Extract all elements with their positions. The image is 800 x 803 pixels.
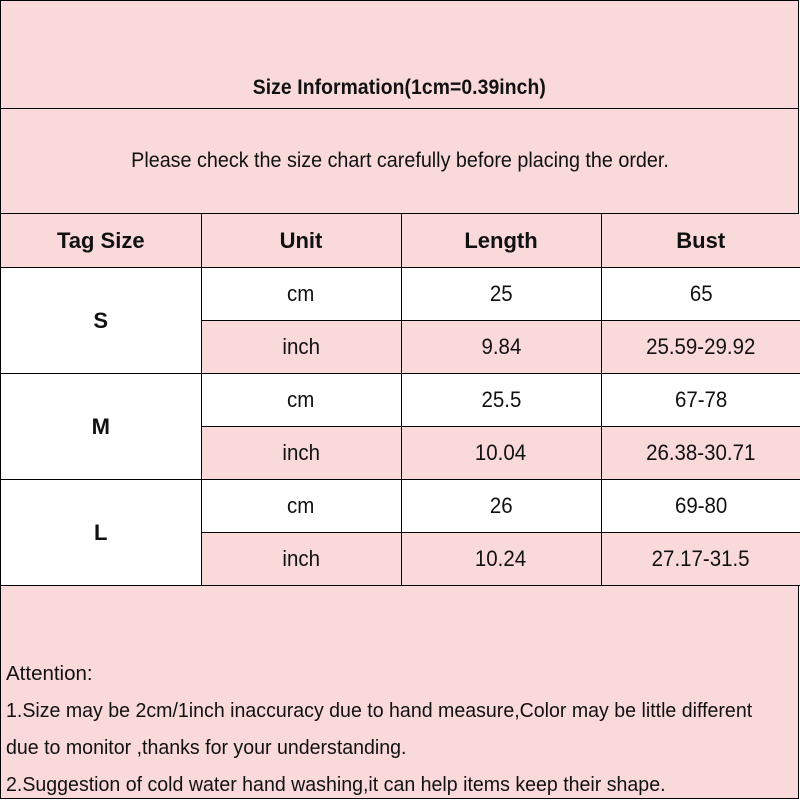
attention-note-2: 2.Suggestion of cold water hand washing,it can help items keep their shape. (6, 773, 666, 796)
size-table (1, 214, 800, 586)
column-header-unit: Unit (201, 214, 401, 268)
length-cell: 25 (401, 268, 601, 321)
unit-cell: cm (201, 268, 401, 321)
table-row (1, 480, 800, 533)
notice-row (1, 109, 798, 214)
length-cell: 25.5 (401, 374, 601, 427)
table-row (1, 268, 800, 321)
unit-cell: inch (201, 533, 401, 586)
bust-cell: 65 (601, 268, 800, 321)
column-header-length: Length (401, 214, 601, 268)
unit-cell: inch (201, 427, 401, 480)
bust-cell: 69-80 (601, 480, 800, 533)
length-cell: 10.04 (401, 427, 601, 480)
tag-size-l: L (1, 480, 201, 586)
unit-cell: inch (201, 321, 401, 374)
attention-note-1-continued: due to monitor ,thanks for your understanding. (6, 736, 407, 759)
size-chart-notice: Please check the size chart carefully before placing the order. (130, 149, 669, 172)
attention-notes (6, 655, 794, 803)
length-cell: 26 (401, 480, 601, 533)
size-info-title: Size Information(1cm=0.39inch) (252, 76, 547, 99)
bust-cell: 27.17-31.5 (601, 533, 800, 586)
table-row (1, 374, 800, 427)
unit-cell: cm (201, 480, 401, 533)
title-row (1, 1, 798, 109)
unit-cell: cm (201, 374, 401, 427)
bust-cell: 26.38-30.71 (601, 427, 800, 480)
bust-cell: 25.59-29.92 (601, 321, 800, 374)
tag-size-m: M (1, 374, 201, 480)
tag-size-s: S (1, 268, 201, 374)
attention-heading: Attention: (6, 662, 93, 685)
length-cell: 9.84 (401, 321, 601, 374)
column-header-tag-size: Tag Size (1, 214, 201, 268)
table-header-row (1, 214, 800, 268)
column-header-bust: Bust (601, 214, 800, 268)
bust-cell: 67-78 (601, 374, 800, 427)
attention-note-1: 1.Size may be 2cm/1inch inaccuracy due to hand measure,Color may be little different (6, 699, 753, 722)
length-cell: 10.24 (401, 533, 601, 586)
